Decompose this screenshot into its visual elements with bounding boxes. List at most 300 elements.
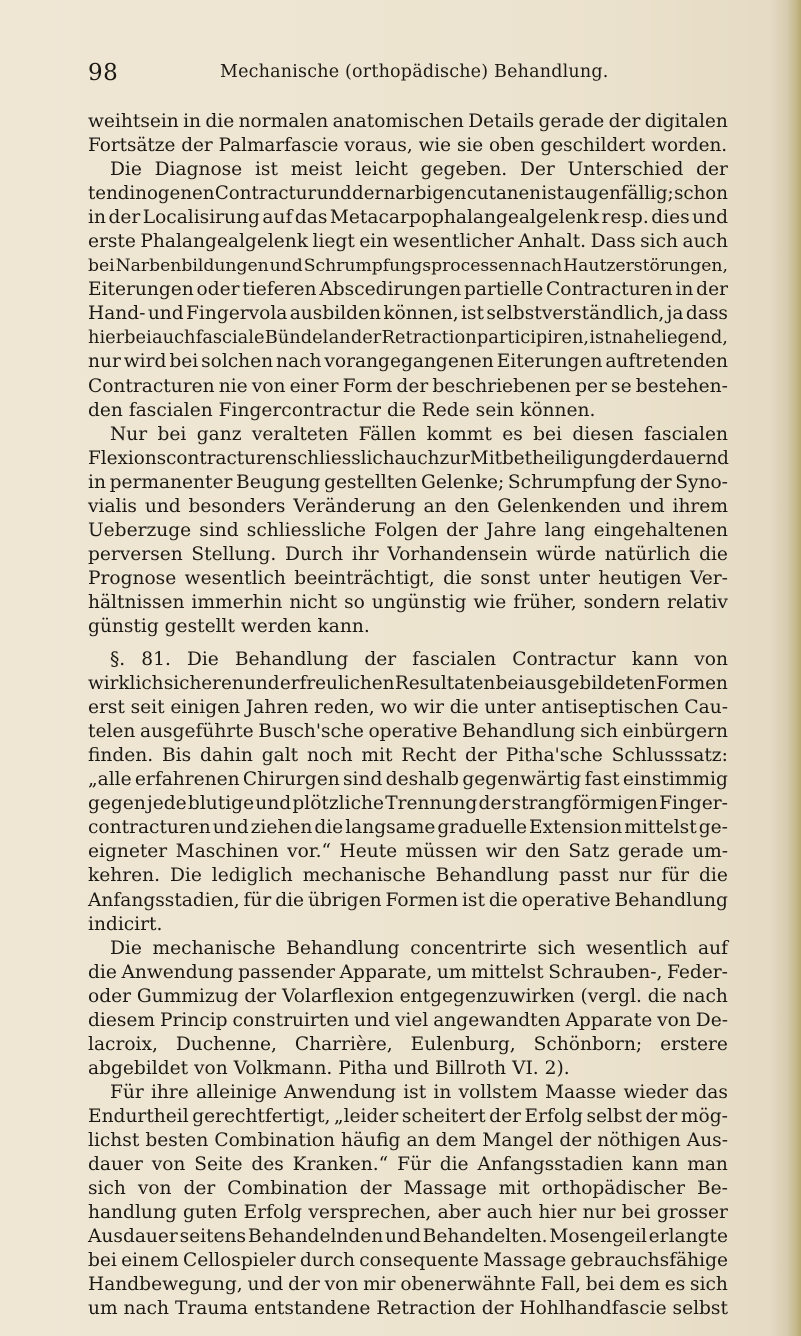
word: auf [698,937,728,959]
word: nicht [289,591,338,613]
word: Form [342,375,393,397]
word: hier [538,1202,577,1224]
word: der [396,375,429,397]
text-line [88,350,728,374]
word: Bündel [264,327,329,349]
word: ist [461,303,484,325]
word: dauer [88,1154,143,1176]
word: in [675,279,694,301]
word: besonders [188,495,286,517]
word: Contracturen [546,279,673,301]
word: Pitha [338,1057,388,1079]
word: Folgen [374,519,439,541]
word: Schrumpfungsprocessen [303,256,520,277]
word: Handbewegung, [88,1274,243,1296]
text-line [88,567,728,591]
text-line [88,206,728,230]
word: der [181,135,213,157]
word: Endurtheil [88,1105,189,1127]
word: immerhin [191,591,283,613]
word: von [657,1009,691,1031]
word: Behandelnden [247,1226,384,1248]
word: die [699,543,728,565]
word: und [692,207,728,229]
word: Pitha'sche [505,745,603,767]
word: sie [456,135,484,157]
word: sonst [480,567,531,589]
word: Satz [568,841,610,863]
text-line [88,158,728,182]
word: mir [363,1274,396,1296]
text-line [88,471,728,495]
word: besten [145,1129,209,1151]
word: einer [289,375,339,397]
word: orthopädischer [541,1178,686,1200]
word: contracturen [88,817,211,839]
word: langsame [345,817,436,839]
text-line [88,1105,728,1129]
word: das [294,207,328,229]
word: Gelenke; [420,471,505,493]
word: mechanische [152,937,276,959]
word: fascialen [412,649,497,671]
word: nach [682,985,728,1007]
word: für [661,865,690,887]
word: Details [468,111,535,132]
word: Schönborn; [533,1033,643,1055]
word: seit [130,697,165,719]
text-line [88,254,728,278]
word: handlung [88,1202,177,1224]
word: ist [254,159,278,181]
text-line [88,110,728,134]
word: ist [403,1081,427,1103]
word: resp. [601,207,649,229]
text-line [88,1225,728,1249]
word: wesentlich [184,567,286,589]
word: so [344,591,365,613]
word: beeinträchtigt, [294,567,435,589]
word: Combination [227,1178,348,1200]
word: günstig [88,615,159,637]
word: partielle [464,279,544,301]
word: und [144,495,181,517]
word: Heute [339,841,398,863]
text-line [88,278,728,302]
word: Localisirung [142,207,260,229]
word: normalen [238,111,329,132]
word: viel [394,1009,429,1031]
text-line [88,615,728,639]
word: der [559,1129,592,1151]
word: sicheren [163,673,244,695]
text-line [88,1153,728,1177]
word: Der [519,159,555,181]
word: lacroix, [88,1033,158,1055]
text-line [88,937,728,961]
word: der [619,447,652,469]
word: der [352,183,384,205]
word: Recht [401,745,457,767]
word: per [575,375,607,397]
word: der [244,985,277,1007]
word: auch [682,231,728,253]
word: Vorhandensein [387,543,528,565]
word: aber [437,1202,481,1224]
text-line [88,543,728,567]
word: Fingercontractur [218,399,382,421]
word: dem [435,1129,477,1151]
word: der [288,1274,320,1296]
word: schliessliche [246,519,366,541]
word: ge- [698,817,728,839]
word: würde [536,543,596,565]
word: Behandlung [435,865,550,887]
word: Anfangsstadien, [88,889,240,911]
word: Ver- [690,567,728,589]
word: und [247,1274,284,1296]
word: ausgeführte [139,721,254,743]
word: dahin [200,745,253,767]
word: und [393,1057,430,1079]
word: ihr [351,543,379,565]
word: passender [238,961,335,983]
word: gerechtfertigt, [192,1105,331,1127]
word: Anhalt. [518,231,587,253]
word: eigneter [88,841,168,863]
text-line [88,230,728,254]
word: Princip [159,1009,228,1031]
word: können. [520,399,596,421]
word: ungünstig [371,591,467,613]
page-edge-shadow [787,0,801,1336]
word: Charrière, [294,1033,393,1055]
word: selbst [672,1298,728,1320]
text-line [88,182,728,206]
text-line [88,1297,728,1321]
word: oben [489,135,535,157]
word: dem [619,1274,660,1296]
word: Für [110,1081,144,1103]
word: worden. [651,135,728,157]
word: Aus- [686,1129,728,1151]
word: ihrem [672,495,728,517]
word: Eiterungen [496,351,603,373]
word: Trauma [174,1298,249,1320]
word: Die [186,649,219,671]
word: mittelst [624,817,697,839]
word: sich [88,1178,126,1200]
word: bei [585,1274,615,1296]
word: einem [121,1250,179,1272]
word: Mangel [482,1129,554,1151]
word: gerade [617,841,684,863]
word: Stellung. [191,543,277,565]
word: der [645,1105,678,1127]
word: Behandlung [462,721,576,743]
text-line [88,768,728,792]
word: Gelenkenden [497,495,621,517]
word: ausgebildeten [524,673,656,695]
text-line [88,720,728,744]
word: wie [418,135,452,157]
word: passt [559,865,609,887]
word: leicht [355,159,408,181]
word: den [88,399,123,421]
word: nach [520,256,563,277]
text-line [88,399,728,423]
word: „leider [333,1105,399,1127]
word: jede [147,793,187,815]
word: sich [640,231,679,253]
word: selbst [586,1105,642,1127]
word: dauernd [651,447,729,469]
word: Schlusssatz: [611,745,728,767]
word: beschriebenen [432,375,571,397]
word: schon [674,183,728,205]
word: die [275,889,305,911]
word: mög- [680,1105,728,1127]
word: Chirurgen [242,769,340,791]
word: von [137,1178,172,1200]
text-line [88,648,728,672]
word: Combination [214,1129,335,1151]
word: wie [473,591,507,613]
word: Flexionscontracturen [88,447,288,469]
word: Die [169,865,202,887]
word: häufig [341,1129,401,1151]
word: Anwendung [121,961,234,983]
word: der [359,1178,392,1200]
word: oder [88,985,131,1007]
word: auch [152,327,196,349]
word: die [647,985,677,1007]
word: Die [110,937,142,959]
word: wieder [623,1081,689,1103]
word: abgebildet [88,1057,189,1079]
word: des [251,1154,284,1176]
word: 81. [141,649,171,671]
word: ist [461,889,485,911]
word: der [446,519,478,541]
word: die [387,399,416,421]
word: Bis [162,745,192,767]
word: relativ [667,591,728,613]
word: indicirt. [88,913,163,935]
word: Anfangsstadien [477,1154,624,1176]
word: sich [690,1274,728,1296]
word: der [639,471,672,493]
word: für [243,889,272,911]
word: Apparate, [339,961,433,983]
word: Diagnose [154,159,243,181]
word: noch [307,745,353,767]
word: die [439,1154,469,1176]
word: zur [439,447,470,469]
word: Behandelten. [422,1226,548,1248]
word: construirten [232,1009,350,1031]
word: Fällen [358,423,417,445]
word: der [183,1178,216,1200]
word: guten [183,1202,238,1224]
word: Mitbetheiligung [469,447,620,469]
word: bei [157,423,187,445]
word: den [454,495,490,517]
word: und [244,673,280,695]
word: voraus, [344,135,413,157]
word: der [608,111,641,132]
word: Cellospieler [182,1250,296,1272]
word: Ueberzuge [88,519,192,541]
word: antiseptischen [541,697,679,719]
word: ein [359,231,389,253]
word: ist [589,327,612,349]
word: Behandlung [234,649,349,671]
word: meist [290,159,343,181]
word: unter [484,697,536,719]
word: um [436,961,467,983]
text-line [88,495,728,519]
word: Schrauben-, [548,961,663,983]
text-line [88,1201,728,1225]
word: liegt [312,231,355,253]
word: §. [110,649,126,671]
word: Be- [697,1178,728,1200]
word: schliesslich [287,447,395,469]
word: Anwendung [283,1081,397,1103]
text-line [88,816,728,840]
word: wesentlich [586,937,688,959]
word: ihre [150,1081,189,1103]
word: der [489,1105,521,1127]
word: fascialen [644,423,728,445]
word: die [449,697,479,719]
word: hierbei [88,327,152,349]
word: die [488,889,518,911]
word: bei [495,673,525,695]
text-line [88,985,728,1009]
word: der [108,207,141,229]
word: vor.“ [287,841,332,863]
word: wird [123,351,167,373]
text-line [88,1249,728,1273]
word: wir [413,697,445,719]
word: nur [88,351,121,373]
word: von [251,375,286,397]
word: scheitert [401,1105,486,1127]
word: oder [196,279,240,301]
word: operative [368,721,458,743]
word: wirklich [88,673,164,695]
word: auf [262,207,293,229]
word: erstere [660,1033,728,1055]
word: erste [88,231,136,253]
word: weihtsein [88,111,179,132]
text-line [88,864,728,888]
word: sein [475,399,515,421]
word: Jahre [486,519,537,541]
word: nach [276,351,322,373]
word: und [255,793,292,815]
word: reden, [313,697,375,719]
word: geschildert [540,135,646,157]
word: digitalen [644,111,728,132]
page-header [88,60,728,94]
text-line [88,423,728,447]
word: Feder- [667,961,728,983]
word: unter [538,567,590,589]
word: die [205,111,235,132]
word: man [687,1154,728,1176]
word: Massage [483,1250,567,1272]
word: der [696,279,728,301]
word: bei [88,256,115,277]
text-line [88,1177,728,1201]
word: sind [199,519,239,541]
word: der [364,649,397,671]
word: participiren, [476,327,590,349]
word: an [406,1129,430,1151]
word: und [147,303,184,325]
word: in [88,471,106,493]
word: nur [618,865,652,887]
word: Mosengeil [549,1226,647,1248]
word: an [423,495,447,517]
word: auch [394,447,440,469]
word: selbstverständlich, [486,303,665,325]
word: von [151,1154,186,1176]
word: Narbenbildungen [115,256,269,277]
word: Maschinen [175,841,279,863]
text-line [88,889,728,913]
word: ganz [196,423,242,445]
word: obenerwähnte [400,1274,536,1296]
word: versprechen, [308,1202,432,1224]
text-line [88,1129,728,1153]
word: können, [383,303,459,325]
word: mittelst [471,961,544,983]
word: galt [261,745,299,767]
word: De- [695,1009,728,1031]
text-line [88,326,728,350]
word: einbürgern [622,721,728,743]
word: Formen [656,673,728,695]
word: um- [692,841,728,863]
word: entgegenzuwirken [399,985,575,1007]
word: übrigen [307,889,382,911]
word: deshalb [385,769,460,791]
word: nur [582,1202,616,1224]
word: plötzliche [292,793,384,815]
word: sich [580,721,618,743]
word: erlangte [648,1226,728,1248]
word: kann [632,1154,679,1176]
word: den [524,841,560,863]
word: Volarflexion [282,985,394,1007]
word: und [212,817,249,839]
word: in [88,207,106,229]
word: natürlich [604,543,691,565]
word: in [183,111,202,132]
word: Metacarpophalangealgelenk [329,207,599,229]
word: erfreulichen [279,673,395,695]
word: Nur [110,423,148,445]
text-line [88,1009,728,1033]
word: Contractur [512,649,616,671]
word: und [354,1009,390,1031]
word: bei [533,423,562,445]
word: der [478,793,511,815]
